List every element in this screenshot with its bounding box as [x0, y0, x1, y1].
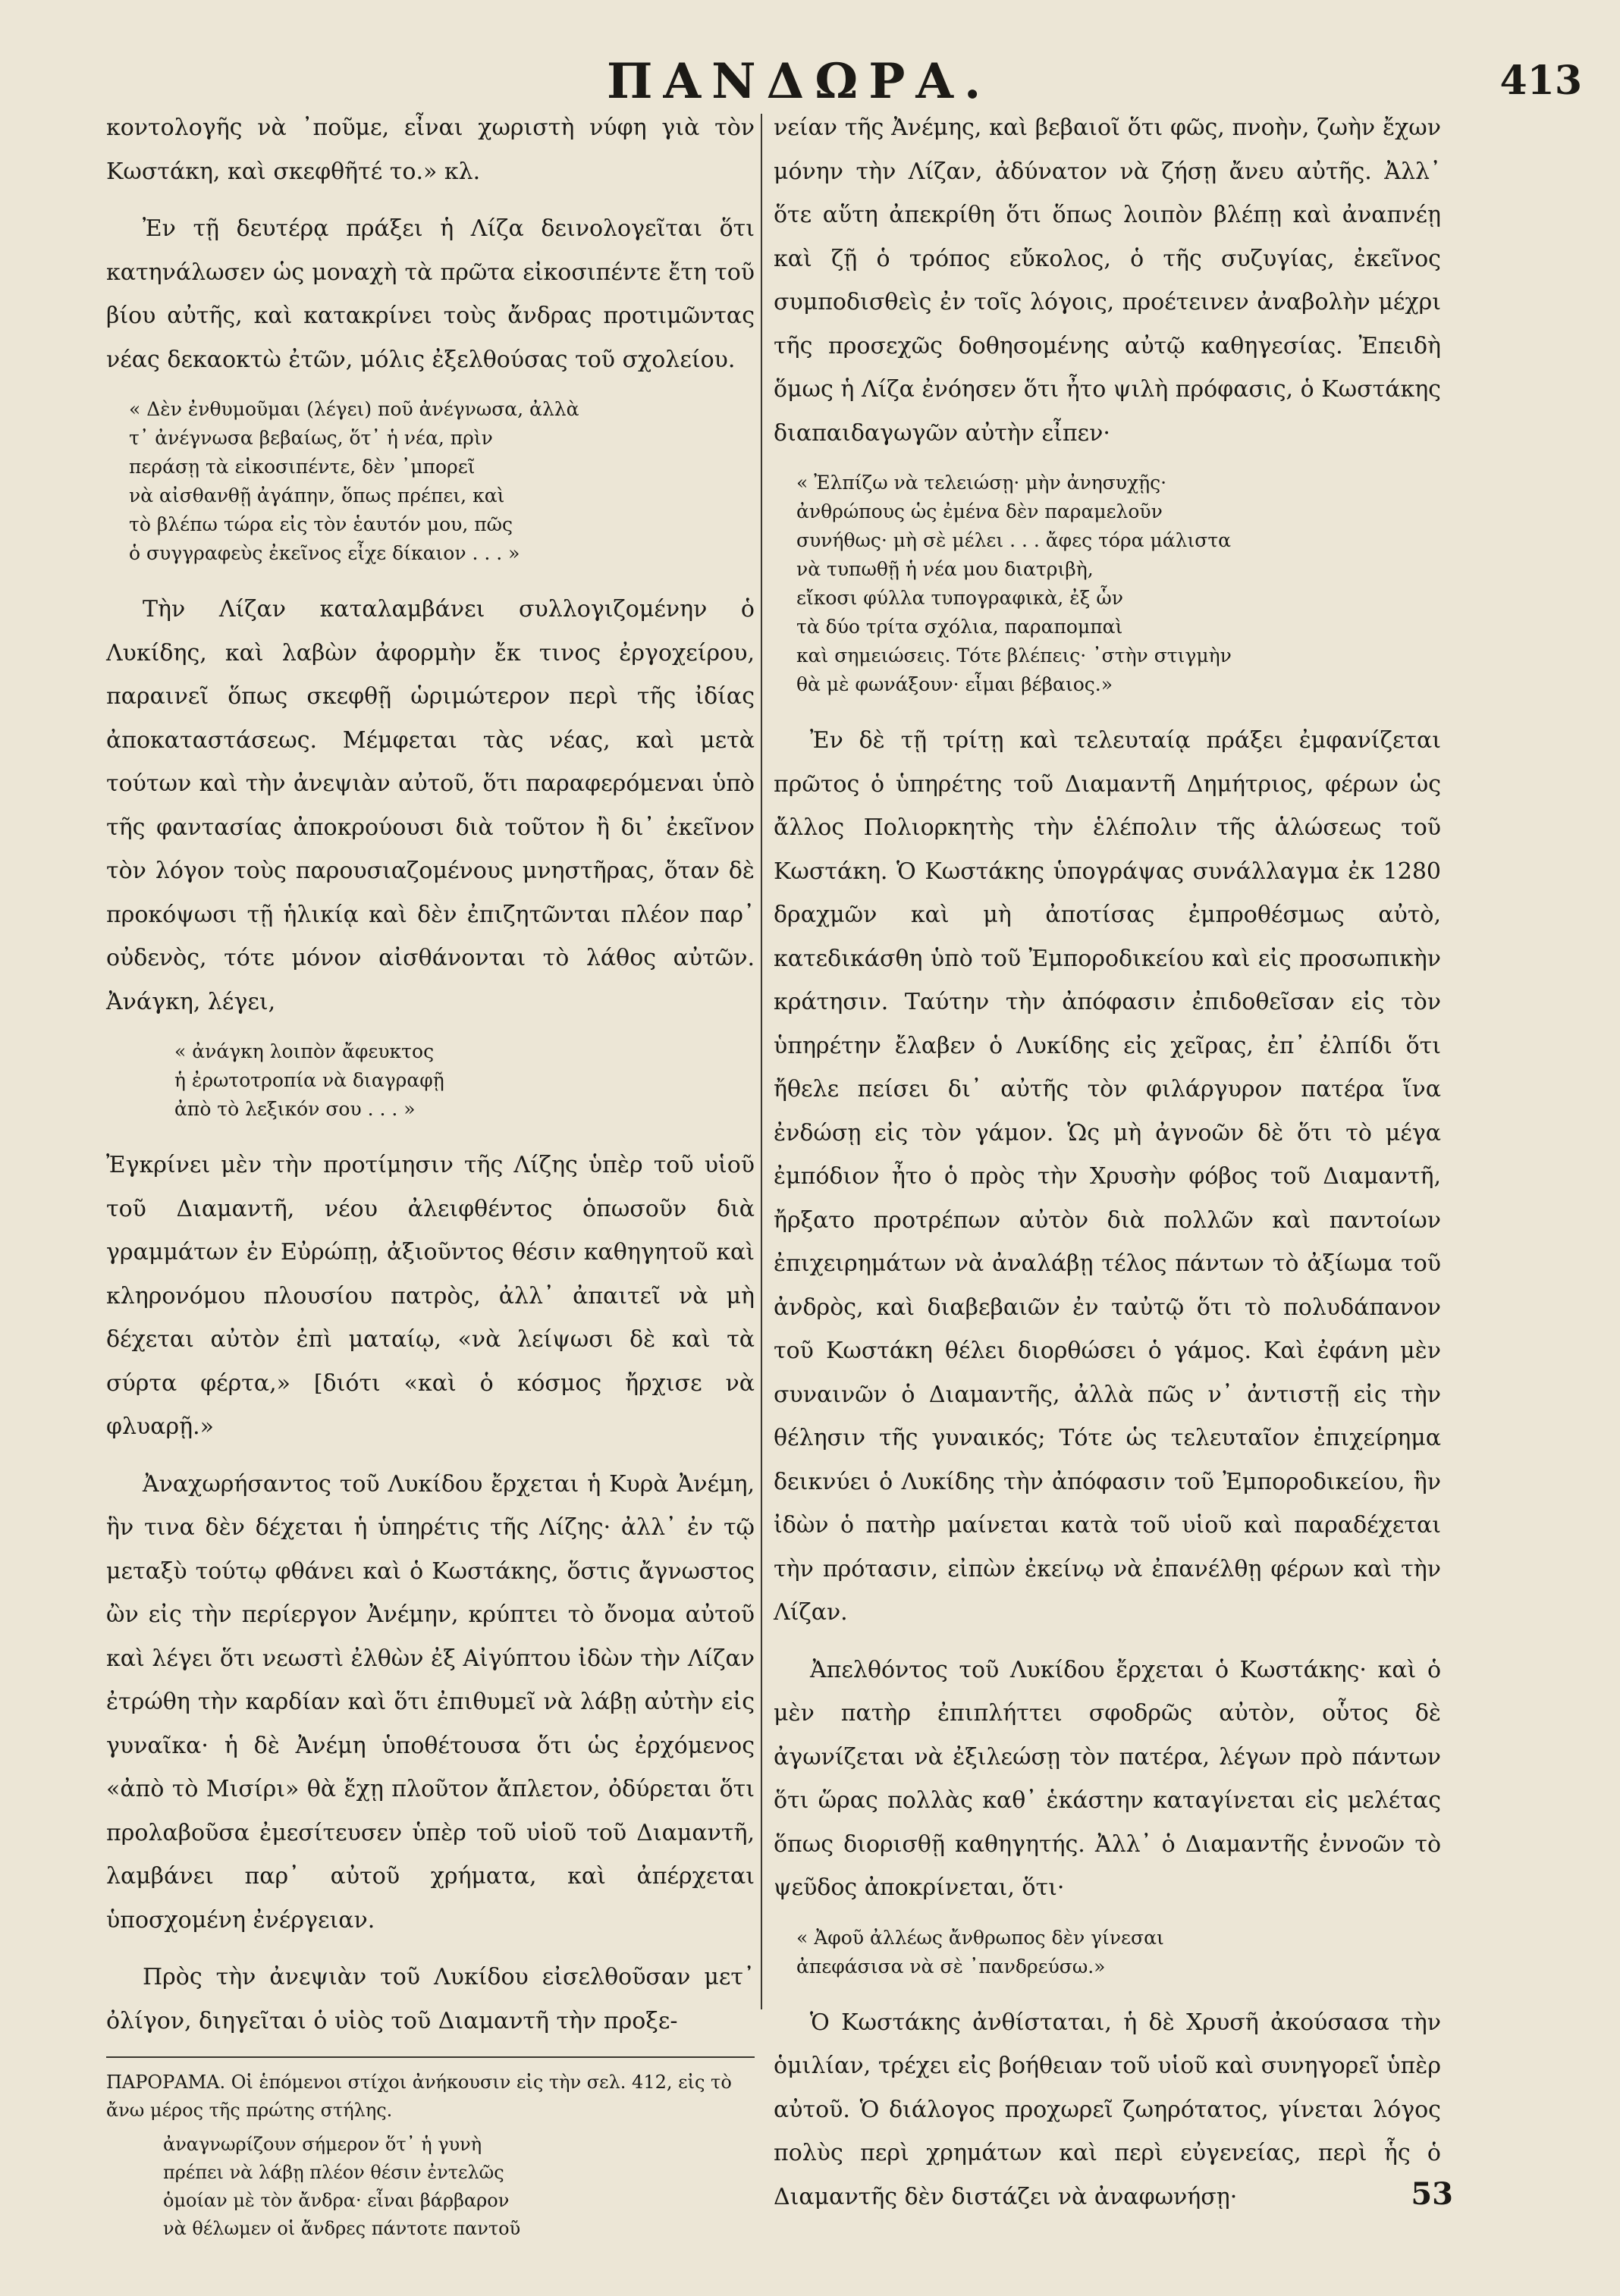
paragraph: νείαν τῆς Ἀνέμης, καὶ βεβαιοῖ ὅτι φῶς, πνοὴν, ζωὴν ἔχων μόνην τὴν Λίζαν, ἀδύνατον νὰ ζήσῃ ἄνευ αὐτῆς. Ἀλλ᾽ ὅτε αὕτη ἀπεκρίθη ὅτι ὅπως λοιπὸν βλέπῃ καὶ ἀναπνέῃ καὶ ζῇ ὁ τρόπος εὔκολος, ὁ τῆς συζυγίας, ἐκεῖνος συμποδισθεὶς ἐν τοῖς λόγοις, προέτεινεν ἀναβολὴν μέχρι τῆς προσεχῶς δοθησομένης αὐτῷ καθηγεσίας. Ἐπειδὴ ὅμως ἡ Λίζα ἐνόησεν ὅτι ἦτο ψιλὴ πρόφασις, ὁ Κωστάκης διαπαιδαγωγῶν αὐτὴν εἶπεν· — [774, 114, 1441, 447]
page-header — [0, 53, 1620, 114]
column-divider — [761, 114, 762, 2009]
right-column — [774, 106, 1441, 2232]
verse-quote: « Δὲν ἐνθυμοῦμαι (λέγει) ποῦ ἀνέγνωσα, ἀλλὰ τ᾽ ἀνέγνωσα βεβαίως, ὅτ᾽ ἡ νέα, πρὶν περάσῃ τὰ εἰκοσιπέντε, δὲν ᾽μπορεῖ νὰ αἰσθανθῇ ἀγάπην, ὅπως πρέπει, καὶ τὸ βλέπω τώρα εἰς τὸν ἑαυτόν μου, πῶς ὁ συγγραφεὺς ἐκεῖνος εἶχε δίκαιον . . . » — [129, 398, 579, 564]
footnote-errata: ΠΑΡΟΡΑΜΑ. Οἱ ἑπόμενοι στίχοι ἀνήκουσιν εἰς τὴν σελ. 412, εἰς τὸ ἄνω μέρος τῆς πρώτης στήλης. — [106, 2072, 732, 2121]
footnote-verse: ἀναγνωρίζουν σήμερον ὅτ᾽ ἡ γυνὴ πρέπει νὰ λάβῃ πλέον θέσιν ἐντελῶς ὁμοίαν μὲ τὸν ἄνδρα· εἶναι βάρβαρον νὰ θέλωμεν οἱ ἄνδρες πάντοτε παντοῦ — [163, 2134, 521, 2239]
paragraph: Ἐν τῇ δευτέρᾳ πράξει ἡ Λίζα δεινολογεῖται ὅτι κατηνάλωσεν ὡς μοναχὴ τὰ πρῶτα εἰκοσιπέντε ἔτη τοῦ βίου αὐτῆς, καὶ κατακρίνει τοὺς ἄνδρας προτιμῶντας νέας δεκαοκτὼ ἐτῶν, μόλις ἐξελθούσας τοῦ σχολείου. — [106, 215, 755, 373]
verse-quote: « ἀνάγκη λοιπὸν ἄφευκτος ἡ ἐρωτοτροπία νὰ διαγραφῇ ἀπὸ τὸ λεξικόν σου . . . » — [174, 1040, 444, 1120]
footnote-divider — [106, 2056, 755, 2058]
page-number: 413 — [1499, 58, 1582, 104]
paragraph: Ἐγκρίνει μὲν τὴν προτίμησιν τῆς Λίζης ὑπὲρ τοῦ υἱοῦ τοῦ Διαμαντῆ, νέου ἀλειφθέντος ὁπωσοῦν διὰ γραμμάτων ἐν Εὐρώπῃ, ἀξιοῦντος θέσιν καθηγητοῦ καὶ κληρονόμου πλουσίου πατρὸς, ἀλλ᾽ ἀπαιτεῖ νὰ μὴ δέχεται αὐτὸν ἐπὶ ματαίῳ, «νὰ λείψωσι δὲ καὶ τὰ σύρτα φέρτα,» [διότι «καὶ ὁ κόσμος ἤρχισε νὰ φλυαρῇ.» — [106, 1152, 755, 1440]
paragraph: Ἀναχωρήσαντος τοῦ Λυκίδου ἔρχεται ἡ Κυρὰ Ἀνέμη, ἣν τινα δὲν δέχεται ἡ ὑπηρέτις τῆς Λίζης· ἀλλ᾽ ἐν τῷ μεταξὺ τούτῳ φθάνει καὶ ὁ Κωστάκης, ὅστις ἄγνωστος ὢν εἰς τὴν περίεργον Ἀνέμην, κρύπτει τὸ ὄνομα αὐτοῦ καὶ λέγει ὅτι νεωστὶ ἐλθὼν ἐξ Αἰγύπτου ἰδὼν τὴν Λίζαν ἐτρώθη τὴν καρδίαν καὶ ὅτι ἐπιθυμεῖ νὰ λάβῃ αὐτὴν εἰς γυναῖκα· ἡ δὲ Ἀνέμη ὑποθέτουσα ὅτι ὡς ἐρχόμενος «ἀπὸ τὸ Μισίρι» θὰ ἔχῃ πλοῦτον ἄπλετον, ὀδύρεται ὅτι προλαβοῦσα ἐμεσίτευσεν ὑπὲρ τοῦ υἱοῦ τοῦ Διαμαντῆ, λαμβάνει παρ᾽ αὐτοῦ χρήματα, καὶ ἀπέρχεται ὑποσχομένη ἐνέργειαν. — [106, 1470, 755, 1934]
paragraph: Τὴν Λίζαν καταλαμβάνει συλλογιζομένην ὁ Λυκίδης, καὶ λαβὼν ἀφορμὴν ἔκ τινος ἐργοχείρου, παραινεῖ ὅπως σκεφθῇ ὡριμώτερον περὶ τῆς ἰδίας ἀποκαταστάσεως. Μέμφεται τὰς νέας, καὶ μετὰ τούτων καὶ τὴν ἀνεψιὰν αὐτοῦ, ὅτι παραφερόμεναι ὑπὸ τῆς φαντασίας ἀποκρούουσι διὰ τοῦτον ἢ δι᾽ ἐκεῖνον τὸν λόγον τοὺς παρουσιαζομένους μνηστῆρας, ὅταν δὲ προκόψωσι τῇ ἡλικίᾳ καὶ δὲν ἐπιζητῶνται πλέον παρ᾽ οὐδενὸς, τότε μόνον αἰσθάνονται τὸ λάθος αὐτῶν. Ἀνάγκη, λέγει, — [106, 596, 755, 1015]
paragraph: Ἀπελθόντος τοῦ Λυκίδου ἔρχεται ὁ Κωστάκης· καὶ ὁ μὲν πατὴρ ἐπιπλήττει σφοδρῶς αὐτὸν, οὗτος δὲ ἀγωνίζεται νὰ ἐξιλεώσῃ τὸν πατέρα, λέγων πρὸ πάντων ὅτι ὥρας πολλὰς καθ᾽ ἑκάστην καταγίνεται εἰς μελέτας ὅπως διορισθῇ καθηγητής. Ἀλλ᾽ ὁ Διαμαντῆς ἐννοῶν τὸ ψεῦδος ἀποκρίνεται, ὅτι· — [774, 1656, 1441, 1901]
paragraph: Ἐν δὲ τῇ τρίτῃ καὶ τελευταίᾳ πράξει ἐμφανίζεται πρῶτος ὁ ὑπηρέτης τοῦ Διαμαντῆ Δημήτριος, φέρων ὡς ἄλλος Πολιορκητὴς τὴν ἑλέπολιν τῆς ἁλώσεως τοῦ Κωστάκη. Ὁ Κωστάκης ὑπογράψας συνάλλαγμα ἐκ 1280 δραχμῶν καὶ μὴ ἀποτίσας ἐμπροθέσμως αὐτὸ, κατεδικάσθη ὑπὸ τοῦ Ἐμποροδικείου καὶ εἰς προσωπικὴν κράτησιν. Ταύτην τὴν ἀπόφασιν ἐπιδοθεῖσαν εἰς τὸν ὑπηρέτην ἔλαβεν ὁ Λυκίδης εἰς χεῖρας, ἐπ᾽ ἐλπίδι ὅτι ἤθελε πείσει δι᾽ αὐτῆς τὸν φιλάργυρον πατέρα ἵνα ἐνδώσῃ εἰς τὸν γάμον. Ὡς μὴ ἀγνοῶν δὲ ὅτι τὸ μέγα ἐμπόδιον ἦτο ὁ πρὸς τὴν Χρυσὴν φόβος τοῦ Διαμαντῆ, ἤρξατο προτρέπων αὐτὸν διὰ πολλῶν καὶ παντοίων ἐπιχειρημάτων νὰ ἀναλάβῃ τέλος πάντων τὸ ἀξίωμα τοῦ ἀνδρὸς, καὶ διαβεβαιῶν ἐν ταὐτῷ ὅτι τὸ πολυδάπανον τοῦ Κωστάκη θέλει διορθώσει ὁ γάμος. Καὶ ἐφάνη μὲν συναινῶν ὁ Διαμαντῆς, ἀλλὰ πῶς ν᾽ ἀντιστῇ εἰς τὴν θέλησιν τῆς γυναικός; Τότε ὡς τελευταῖον ἐπιχείρημα δεικνύει ὁ Λυκίδης τὴν ἀπόφασιν τοῦ Ἐμποροδικείου, ἣν ἰδὼν ὁ πατὴρ μαίνεται κατὰ τοῦ υἱοῦ καὶ παραδέχεται τὴν πρότασιν, εἰπὼν ἐκείνῳ νὰ ἐπανέλθῃ φέρων καὶ τὴν Λίζαν. — [774, 727, 1441, 1626]
running-title: ΠΑΝΔΩΡΑ. — [607, 53, 992, 110]
signature-mark: 53 — [1411, 2176, 1453, 2212]
paragraph: κοντολογῆς νὰ ᾽ποῦμε, εἶναι χωριστὴ νύφη γιὰ τὸν Κωστάκη, καὶ σκεφθῆτέ το.» κλ. — [106, 114, 755, 185]
paragraph: Ὁ Κωστάκης ἀνθίσταται, ἡ δὲ Χρυσῆ ἀκούσασα τὴν ὁμιλίαν, τρέχει εἰς βοήθειαν τοῦ υἱοῦ καὶ συνηγορεῖ ὑπὲρ αὐτοῦ. Ὁ διάλογος προχωρεῖ ζωηρότατος, γίνεται λόγος πολὺς περὶ χρημάτων καὶ περὶ εὐγενείας, περὶ ἧς ὁ Διαμαντῆς δὲν διστάζει νὰ ἀναφωνήσῃ· — [774, 2009, 1441, 2210]
paragraph: Πρὸς τὴν ἀνεψιὰν τοῦ Λυκίδου εἰσελθοῦσαν μετ᾽ ὀλίγον, διηγεῖται ὁ υἱὸς τοῦ Διαμαντῆ τὴν προξε- — [106, 1964, 755, 2034]
verse-quote: « Ἐλπίζω νὰ τελειώσῃ· μὴν ἀνησυχῇς· ἀνθρώπους ὡς ἐμένα δὲν παραμελοῦν συνήθως· μὴ σὲ μέλει . . . ἄφες τόρα μάλιστα νὰ τυπωθῇ ἡ νέα μου διατριβὴ, εἴκοσι φύλλα τυπογραφικὰ, ἐξ ὧν τὰ δύο τρίτα σχόλια, παραπομπαὶ καὶ σημειώσεις. Τότε βλέπεις· ᾽στὴν στιγμὴν θὰ μὲ φωνάξουν· εἶμαι βέβαιος.» — [796, 472, 1232, 695]
verse-quote: « Ἀφοῦ ἀλλέως ἄνθρωπος δὲν γίνεσαι ἀπεφάσισα νὰ σὲ ᾽πανδρεύσω.» — [796, 1926, 1164, 1978]
left-column — [106, 106, 755, 2243]
